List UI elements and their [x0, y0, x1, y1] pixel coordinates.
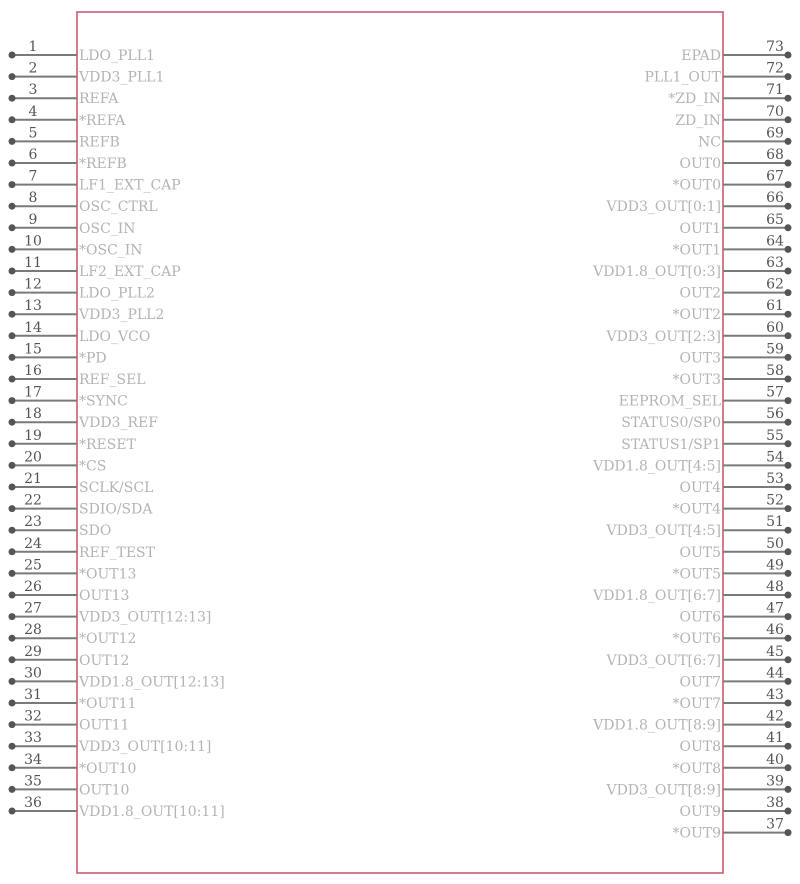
pin-4	[9, 104, 127, 129]
pin-name: REFB	[79, 134, 120, 151]
pin-endpoint-dot	[9, 268, 16, 275]
pin-name: OUT10	[79, 782, 130, 799]
pin-name: *REFB	[79, 156, 127, 172]
pin-endpoint-dot	[9, 419, 16, 426]
pin-endpoint-dot	[9, 440, 16, 447]
pin-number: 66	[766, 190, 784, 207]
pin-endpoint-dot	[785, 246, 792, 253]
pin-number: 21	[24, 471, 42, 487]
pin-number: 67	[766, 168, 784, 185]
pin-endpoint-dot	[785, 656, 792, 663]
pin-number: 68	[766, 147, 784, 163]
pin-name: OUT6	[679, 609, 721, 626]
pin-name: VDD3_OUT[12:13]	[79, 609, 212, 626]
pin-number: 39	[766, 773, 784, 790]
pin-name: ZD_IN	[675, 112, 721, 129]
pin-number: 69	[766, 125, 784, 142]
pin-number: 15	[24, 341, 42, 358]
pin-name: VDD1.8_OUT[10:11]	[79, 804, 225, 820]
pin-37	[672, 817, 791, 842]
pin-endpoint-dot	[9, 570, 16, 577]
pin-endpoint-dot	[785, 52, 792, 59]
pin-name: VDD3_OUT[8:9]	[606, 782, 721, 799]
pin-name: OUT3	[679, 350, 721, 367]
pin-number: 58	[766, 363, 784, 379]
pin-endpoint-dot	[785, 203, 792, 210]
pin-endpoint-dot	[785, 786, 792, 793]
pin-number: 18	[24, 406, 42, 423]
pin-number: 31	[24, 687, 42, 703]
pin-39	[605, 773, 791, 798]
pin-number: 6	[28, 147, 38, 163]
pin-name: *OUT6	[672, 631, 721, 648]
pin-number: 54	[766, 449, 784, 466]
pin-name: OUT13	[79, 588, 130, 604]
pin-number: 73	[766, 39, 784, 55]
pin-endpoint-dot	[785, 160, 792, 167]
pin-endpoint-dot	[9, 548, 16, 555]
pin-number: 29	[24, 643, 42, 660]
pin-name: REF_TEST	[79, 544, 155, 561]
pin-endpoint-dot	[785, 548, 792, 555]
pin-number: 8	[28, 190, 38, 207]
pin-name: *RESET	[79, 436, 136, 453]
pin-number: 11	[24, 255, 42, 271]
pin-number: 37	[766, 816, 784, 833]
pin-endpoint-dot	[785, 397, 792, 404]
pin-endpoint-dot	[9, 786, 16, 793]
pin-name: SDO	[79, 523, 112, 540]
pin-name: OUT11	[79, 717, 130, 734]
pin-6	[9, 147, 127, 172]
pin-number: 52	[766, 492, 784, 509]
pin-name: *OUT0	[672, 177, 721, 194]
pin-48	[592, 579, 791, 604]
pin-endpoint-dot	[785, 635, 792, 642]
pin-number: 33	[24, 730, 42, 747]
pin-name: OUT7	[679, 674, 721, 691]
pin-number: 27	[24, 600, 42, 617]
pin-name: EPAD	[681, 48, 721, 64]
pin-name: VDD3_OUT[2:3]	[606, 328, 721, 345]
pin-name: *OUT2	[672, 307, 721, 324]
pin-name: VDD3_PLL2	[79, 307, 165, 324]
pin-endpoint-dot	[9, 656, 16, 663]
pin-endpoint-dot	[785, 808, 792, 815]
pin-number: 7	[28, 168, 38, 185]
pin-endpoint-dot	[785, 224, 792, 231]
pin-name: *OUT9	[672, 825, 721, 842]
pin-endpoint-dot	[785, 721, 792, 728]
pin-name: *OUT5	[672, 566, 721, 583]
pin-name: *REFA	[79, 112, 126, 129]
pin-endpoint-dot	[785, 678, 792, 685]
pin-name: SDIO/SDA	[79, 501, 153, 518]
pin-number: 12	[24, 276, 42, 293]
pin-endpoint-dot	[785, 613, 792, 620]
pin-name: *ZD_IN	[668, 91, 721, 108]
pin-endpoint-dot	[785, 462, 792, 469]
pin-number: 57	[766, 384, 784, 401]
pin-endpoint-dot	[9, 808, 16, 815]
pin-66	[605, 190, 791, 215]
pin-endpoint-dot	[785, 440, 792, 447]
pin-number: 42	[766, 708, 784, 725]
pin-endpoint-dot	[9, 376, 16, 383]
pin-endpoint-dot	[9, 635, 16, 642]
pin-endpoint-dot	[785, 419, 792, 426]
pin-name: LF1_EXT_CAP	[79, 177, 181, 194]
pin-number: 60	[766, 319, 784, 336]
pin-number: 2	[28, 60, 38, 77]
pin-endpoint-dot	[785, 829, 792, 836]
pin-endpoint-dot	[9, 332, 16, 339]
pin-name: *OUT10	[79, 760, 137, 777]
pin-number: 4	[28, 103, 38, 120]
pin-endpoint-dot	[9, 592, 16, 599]
pin-endpoint-dot	[785, 116, 792, 123]
pin-name: *CS	[79, 458, 107, 475]
pin-endpoint-dot	[785, 354, 792, 361]
pin-number: 28	[24, 622, 42, 639]
pin-number: 62	[766, 276, 784, 293]
pin-name: OSC_IN	[79, 220, 136, 237]
pin-endpoint-dot	[9, 505, 16, 512]
pin-endpoint-dot	[9, 160, 16, 167]
pin-endpoint-dot	[785, 311, 792, 318]
pin-name: VDD1.8_OUT[4:5]	[593, 458, 721, 475]
pin-endpoint-dot	[9, 397, 16, 404]
pin-42	[592, 709, 791, 734]
pin-name: OUT12	[79, 652, 130, 669]
pin-number: 32	[24, 708, 42, 725]
pin-name: OUT8	[679, 739, 721, 756]
pin-number: 25	[24, 557, 42, 574]
pin-3	[9, 82, 120, 107]
pin-name: *OUT12	[79, 631, 137, 648]
pin-name: VDD3_OUT[4:5]	[606, 523, 721, 540]
pin-endpoint-dot	[785, 268, 792, 275]
pin-name: VDD3_OUT[10:11]	[79, 739, 212, 756]
pin-endpoint-dot	[785, 700, 792, 707]
pin-endpoint-dot	[785, 592, 792, 599]
pin-number: 20	[24, 449, 42, 466]
pin-name: OUT1	[679, 220, 721, 237]
pin-endpoint-dot	[9, 73, 16, 80]
pin-name: VDD3_OUT[0:1]	[606, 199, 721, 216]
pin-name: LDO_VCO	[79, 328, 151, 345]
pin-name: *OUT1	[672, 242, 721, 259]
pin-number: 26	[24, 579, 42, 595]
pin-name: STATUS1/SP1	[621, 436, 721, 453]
pin-name: VDD3_PLL1	[79, 69, 165, 86]
pin-name: *SYNC	[79, 393, 128, 410]
pin-60	[605, 320, 791, 345]
pin-name: OUT0	[679, 156, 721, 172]
pin-63	[592, 255, 791, 280]
pin-number: 14	[24, 319, 42, 336]
pin-number: 44	[766, 665, 784, 682]
pin-name: OUT4	[679, 480, 721, 496]
pin-endpoint-dot	[785, 527, 792, 534]
pin-name: LDO_PLL1	[79, 48, 155, 64]
pin-endpoint-dot	[9, 203, 16, 210]
left-pin-group	[9, 39, 225, 820]
pin-name: NC	[698, 134, 721, 151]
pin-number: 47	[766, 600, 784, 617]
pin-number: 50	[766, 535, 784, 552]
pin-number: 46	[766, 622, 784, 639]
pin-endpoint-dot	[9, 527, 16, 534]
pin-endpoint-dot	[785, 289, 792, 296]
pin-name: LDO_PLL2	[79, 285, 155, 302]
pin-5	[9, 125, 120, 150]
pin-endpoint-dot	[9, 721, 16, 728]
pin-endpoint-dot	[785, 570, 792, 577]
pin-number: 5	[28, 125, 38, 142]
pin-name: *PD	[79, 350, 107, 367]
pin-endpoint-dot	[9, 224, 16, 231]
pin-number: 64	[766, 233, 784, 250]
pin-number: 38	[766, 795, 784, 811]
pin-number: 56	[766, 406, 784, 423]
pin-number: 24	[24, 535, 42, 552]
pin-endpoint-dot	[9, 116, 16, 123]
pin-endpoint-dot	[9, 743, 16, 750]
pin-number: 59	[766, 341, 784, 358]
pin-name: VDD1.8_OUT[8:9]	[593, 717, 721, 734]
pin-number: 10	[24, 233, 42, 250]
pin-45	[605, 644, 791, 669]
pin-name: OUT9	[679, 804, 721, 820]
pin-number: 13	[24, 298, 42, 315]
pin-36	[9, 795, 225, 820]
pin-54	[592, 449, 791, 474]
pin-endpoint-dot	[9, 289, 16, 296]
pin-number: 72	[766, 60, 784, 77]
pin-name: REFA	[79, 91, 119, 108]
pin-name: *OUT4	[672, 501, 721, 518]
pin-number: 22	[24, 492, 42, 509]
pin-name: REF_SEL	[79, 372, 146, 388]
pin-endpoint-dot	[785, 138, 792, 145]
pin-number: 34	[24, 751, 42, 768]
pin-name: VDD3_REF	[79, 415, 158, 432]
pin-endpoint-dot	[9, 700, 16, 707]
pin-endpoint-dot	[9, 52, 16, 59]
pin-number: 63	[766, 255, 784, 271]
pin-endpoint-dot	[785, 181, 792, 188]
pin-number: 1	[28, 39, 38, 55]
pin-number: 45	[766, 643, 784, 660]
pin-endpoint-dot	[9, 311, 16, 318]
pin-name: *OUT3	[672, 372, 721, 388]
pin-endpoint-dot	[9, 138, 16, 145]
pin-number: 16	[24, 363, 42, 379]
pin-name: EEPROM_SEL	[618, 393, 721, 410]
pin-endpoint-dot	[9, 678, 16, 685]
pin-endpoint-dot	[785, 505, 792, 512]
pin-number: 3	[28, 82, 38, 99]
pin-name: VDD1.8_OUT[12:13]	[79, 674, 225, 691]
pin-endpoint-dot	[9, 613, 16, 620]
pin-name: OUT5	[679, 544, 721, 561]
pin-number: 55	[766, 427, 784, 444]
pin-51	[605, 514, 791, 539]
pin-number: 17	[24, 384, 42, 401]
pin-number: 70	[766, 103, 784, 120]
pin-number: 19	[24, 427, 42, 444]
pin-name: *OUT11	[79, 696, 137, 712]
pin-number: 61	[766, 298, 784, 315]
pin-number: 36	[24, 795, 42, 811]
pin-endpoint-dot	[785, 764, 792, 771]
pin-number: 71	[766, 82, 784, 99]
pin-endpoint-dot	[9, 246, 16, 253]
pin-number: 49	[766, 557, 784, 574]
pin-number: 65	[766, 211, 784, 228]
pin-name: *OUT13	[79, 566, 137, 583]
pin-name: LF2_EXT_CAP	[79, 264, 181, 280]
pin-name: *OSC_IN	[79, 242, 143, 259]
pin-number: 40	[766, 751, 784, 768]
pin-number: 30	[24, 665, 42, 682]
pin-endpoint-dot	[9, 484, 16, 491]
pin-name: *OUT8	[672, 760, 721, 777]
pin-number: 23	[24, 514, 42, 531]
pin-number: 9	[28, 211, 38, 228]
pin-name: SCLK/SCL	[79, 480, 154, 496]
pin-name: *OUT7	[672, 696, 721, 712]
pin-number: 35	[24, 773, 42, 790]
pin-name: VDD1.8_OUT[0:3]	[593, 264, 721, 280]
pin-name: OUT2	[679, 285, 721, 302]
pin-endpoint-dot	[785, 376, 792, 383]
pin-endpoint-dot	[785, 743, 792, 750]
pin-number: 53	[766, 471, 784, 487]
pin-name: STATUS0/SP0	[621, 415, 721, 432]
pin-number: 48	[766, 579, 784, 595]
pin-name: VDD1.8_OUT[6:7]	[593, 588, 721, 604]
pin-name: OSC_CTRL	[79, 199, 158, 216]
pin-endpoint-dot	[9, 95, 16, 102]
pin-endpoint-dot	[9, 462, 16, 469]
pin-endpoint-dot	[9, 354, 16, 361]
right-pin-group	[592, 39, 791, 842]
pin-endpoint-dot	[785, 484, 792, 491]
pin-endpoint-dot	[785, 73, 792, 80]
pin-endpoint-dot	[9, 181, 16, 188]
pin-endpoint-dot	[785, 332, 792, 339]
pin-number: 51	[766, 514, 784, 531]
pin-name: VDD3_OUT[6:7]	[606, 652, 721, 669]
pin-name: PLL1_OUT	[644, 69, 721, 86]
pin-endpoint-dot	[9, 764, 16, 771]
pin-endpoint-dot	[785, 95, 792, 102]
pin-number: 41	[766, 730, 784, 747]
pin-number: 43	[766, 687, 784, 703]
